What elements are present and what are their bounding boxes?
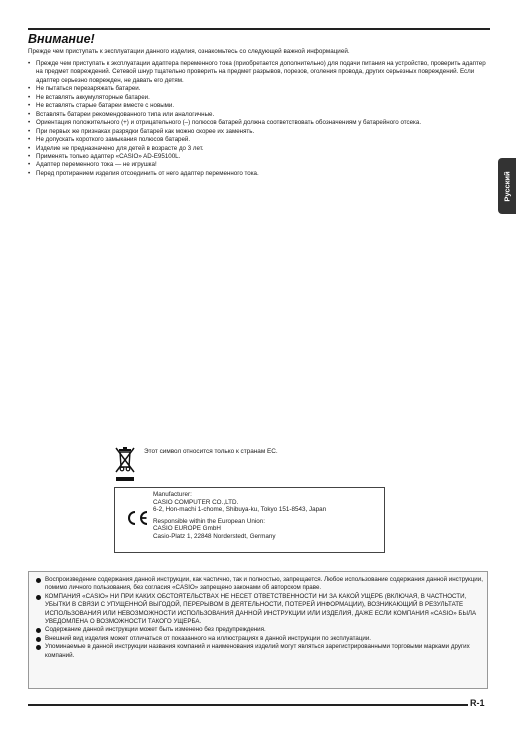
legal-notice-box [28, 571, 488, 689]
list-item: • Изделие не предназначено для детей в возрасте до 3 лет. [28, 145, 488, 153]
manufacturer-label: Manufacturer: [153, 491, 192, 498]
list-item: Внешний вид изделия может отличаться от показанного на иллюстрациях в данной инструкции по эксплуатации. [35, 635, 483, 643]
list-item: • Не вставлять старые батареи вместе с новыми. [28, 102, 488, 110]
page-number: R-1 [470, 698, 485, 708]
list-item: Содержание данной инструкции может быть изменено без предупреждения. [35, 626, 483, 634]
weee-note: Этот символ относится только к странам ЕС. [144, 448, 278, 455]
eu-company-name: CASIO EUROPE GmbH [153, 525, 221, 532]
bottom-rule [28, 704, 468, 706]
warnings-list [28, 60, 488, 178]
list-item: • Ориентация положительного (+) и отрицательного (–) полюсов батарей должна соответствовать обозначениям у батарейного отсека. [28, 119, 488, 127]
list-item: • Не пытаться перезаряжать батареи. [28, 85, 488, 93]
ce-mark-icon [124, 509, 150, 527]
list-item: • Не допускать короткого замыкания полюсов батарей. [28, 136, 488, 144]
list-item: • Применять только адаптер «CASIO» AD-E95100L. [28, 153, 488, 161]
list-item: • Адаптер переменного тока — не игрушка! [28, 161, 488, 169]
list-item: • Не вставлять аккумуляторные батареи. [28, 94, 488, 102]
page-heading: Внимание! [28, 32, 95, 46]
list-item: Упоминаемые в данной инструкции названия компаний и наименования изделий могут являться зарегистрированными торговыми марками других компаний. [35, 643, 483, 660]
eu-responsible-label: Responsible within the European Union: [153, 517, 266, 525]
intro-text: Прежде чем приступать к эксплуатации данного изделия, ознакомьтесь со следующей важной информацией. [28, 48, 350, 55]
language-tab-label: Русский [502, 170, 512, 202]
top-rule [28, 28, 490, 30]
manufacturer-address: 6-2, Hon-machi 1-chome, Shibuya-ku, Tokyo 151-8543, Japan [153, 506, 327, 513]
manufacturer-name: CASIO COMPUTER CO.,LTD. [153, 498, 239, 506]
crossed-out-wheelie-bin-icon [114, 444, 136, 484]
list-item: • Вставлять батареи рекомендованного типа или аналогичные. [28, 111, 488, 119]
legal-notice-list [35, 576, 483, 660]
manufacturer-box [114, 487, 385, 553]
list-item: КОМПАНИЯ «CASIO» НИ ПРИ КАКИХ ОБСТОЯТЕЛЬСТВАХ НЕ НЕСЕТ ОТВЕТСТВЕННОСТИ НИ ЗА КАКОЙ УЩЕРБ (ВКЛЮЧАЯ, В ЧАСТНОСТИ, УБЫТКИ В СВЯЗИ С УПУЩЕННОЙ ВЫГОДОЙ, ПЕРЕРЫВОМ В ДЕЯТЕЛЬНОСТИ, ПОТЕРЕЙ ИНФОРМАЦИИ), ВОЗНИКАЮЩИЙ В РЕЗУЛЬТАТЕ ИСПОЛЬЗОВАНИЯ ИЛИ НЕВОЗМОЖНОСТИ ИСПОЛЬЗОВАНИЯ ДАННОЙ ИНСТРУКЦИИ ИЛИ ИЗДЕЛИЯ, ДАЖЕ ЕСЛИ КОМПАНИЯ «CASIO» БЫЛА УВЕДОМЛЕНА О ВОЗМОЖНОСТИ ТАКОГО УЩЕРБА. [35, 593, 483, 627]
eu-company-address: Casio-Platz 1, 22848 Norderstedt, Germany [153, 532, 276, 540]
list-item: • Прежде чем приступать к эксплуатации адаптера переменного тока (приобретается дополнительно) для подачи питания на устройство, проверить адаптер на предмет повреждений. Сетевой шнур тщательно проверить на предмет разрывов, порезов, оголения провода, других серьезных повреждений. Если адаптер серьезно поврежден, не давать его детям. [28, 60, 488, 85]
list-item: • При первых же признаках разрядки батарей как можно скорее их заменять. [28, 128, 488, 136]
list-item: Воспроизведение содержания данной инструкции, как частично, так и полностью, запрещается. Любое использование содержания данной инструкции, помимо личного пользования, без согласия «CASIO» запрещено законами об авторском праве. [35, 576, 483, 593]
list-item: • Перед протиранием изделия отсоединить от него адаптер переменного тока. [28, 170, 488, 178]
manufacturer-details [153, 491, 326, 540]
language-tab [498, 158, 516, 214]
